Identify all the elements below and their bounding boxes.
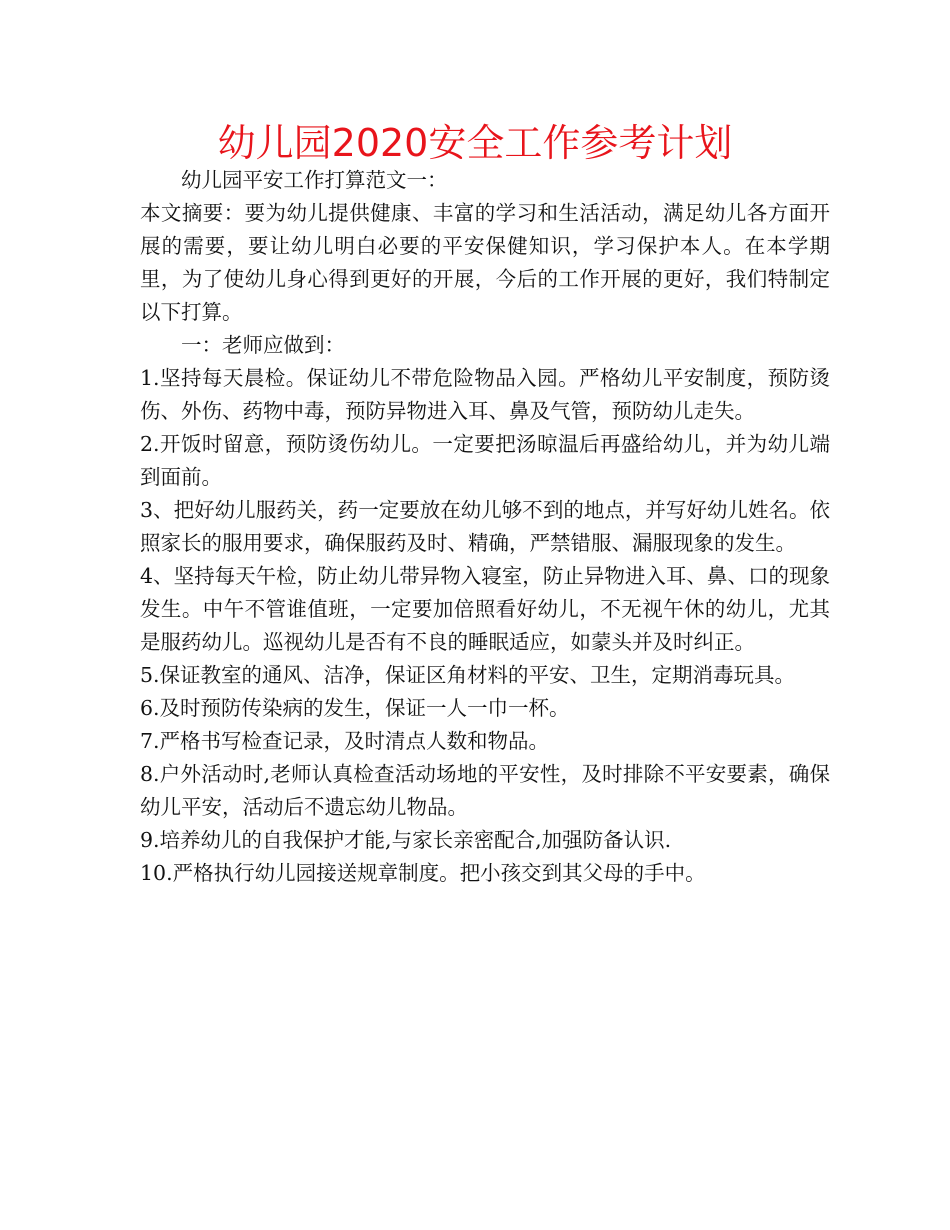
list-item-1: 1.坚持每天晨检。保证幼儿不带危险物品入园。严格幼儿平安制度，预防烫伤、外伤、药物中毒，预防异物进入耳、鼻及气管，预防幼儿走失。 (140, 366, 830, 423)
list-item-6: 6.及时预防传染病的发生，保证一人一巾一杯。 (140, 696, 570, 720)
abstract-paragraph: 本文摘要：要为幼儿提供健康、丰富的学习和生活活动，满足幼儿各方面开展的需要，要让幼儿明白必要的平安保健知识，学习保护本人。在本学期里，为了使幼儿身心得到更好的开展，今后的工作开展的更好，我们特制定以下打算。 (140, 201, 830, 324)
section-intro-label: 幼儿园平安工作打算范文一： (181, 168, 448, 192)
list-item-9: 9.培养幼儿的自我保护才能,与家长亲密配合,加强防备认识. (140, 828, 672, 852)
document-body (140, 164, 830, 890)
section-heading-teachers: 一：老师应做到： (181, 333, 345, 357)
list-item-4: 4、坚持每天午检，防止幼儿带异物入寝室，防止异物进入耳、鼻、口的现象发生。中午不管谁值班，一定要加倍照看好幼儿，不无视午休的幼儿，尤其是服药幼儿。巡视幼儿是否有不良的睡眠适应，如蒙头并及时纠正。 (140, 564, 830, 654)
list-item-7: 7.严格书写检查记录，及时清点人数和物品。 (140, 729, 550, 753)
list-item-5: 5.保证教室的通风、洁净，保证区角材料的平安、卫生，定期消毒玩具。 (140, 663, 796, 687)
list-item-2: 2.开饭时留意，预防烫伤幼儿。一定要把汤晾温后再盛给幼儿，并为幼儿端到面前。 (140, 432, 830, 489)
list-item-10: 10.严格执行幼儿园接送规章制度。把小孩交到其父母的手中。 (140, 861, 706, 885)
list-item-8: 8.户外活动时,老师认真检查活动场地的平安性，及时排除不平安要素，确保幼儿平安，活动后不遗忘幼儿物品。 (140, 762, 830, 819)
document-title: 幼儿园2020安全工作参考计划 (217, 121, 733, 165)
list-item-3: 3、把好幼儿服药关，药一定要放在幼儿够不到的地点，并写好幼儿姓名。依照家长的服用要求，确保服药及时、精确，严禁错服、漏服现象的发生。 (140, 498, 830, 555)
